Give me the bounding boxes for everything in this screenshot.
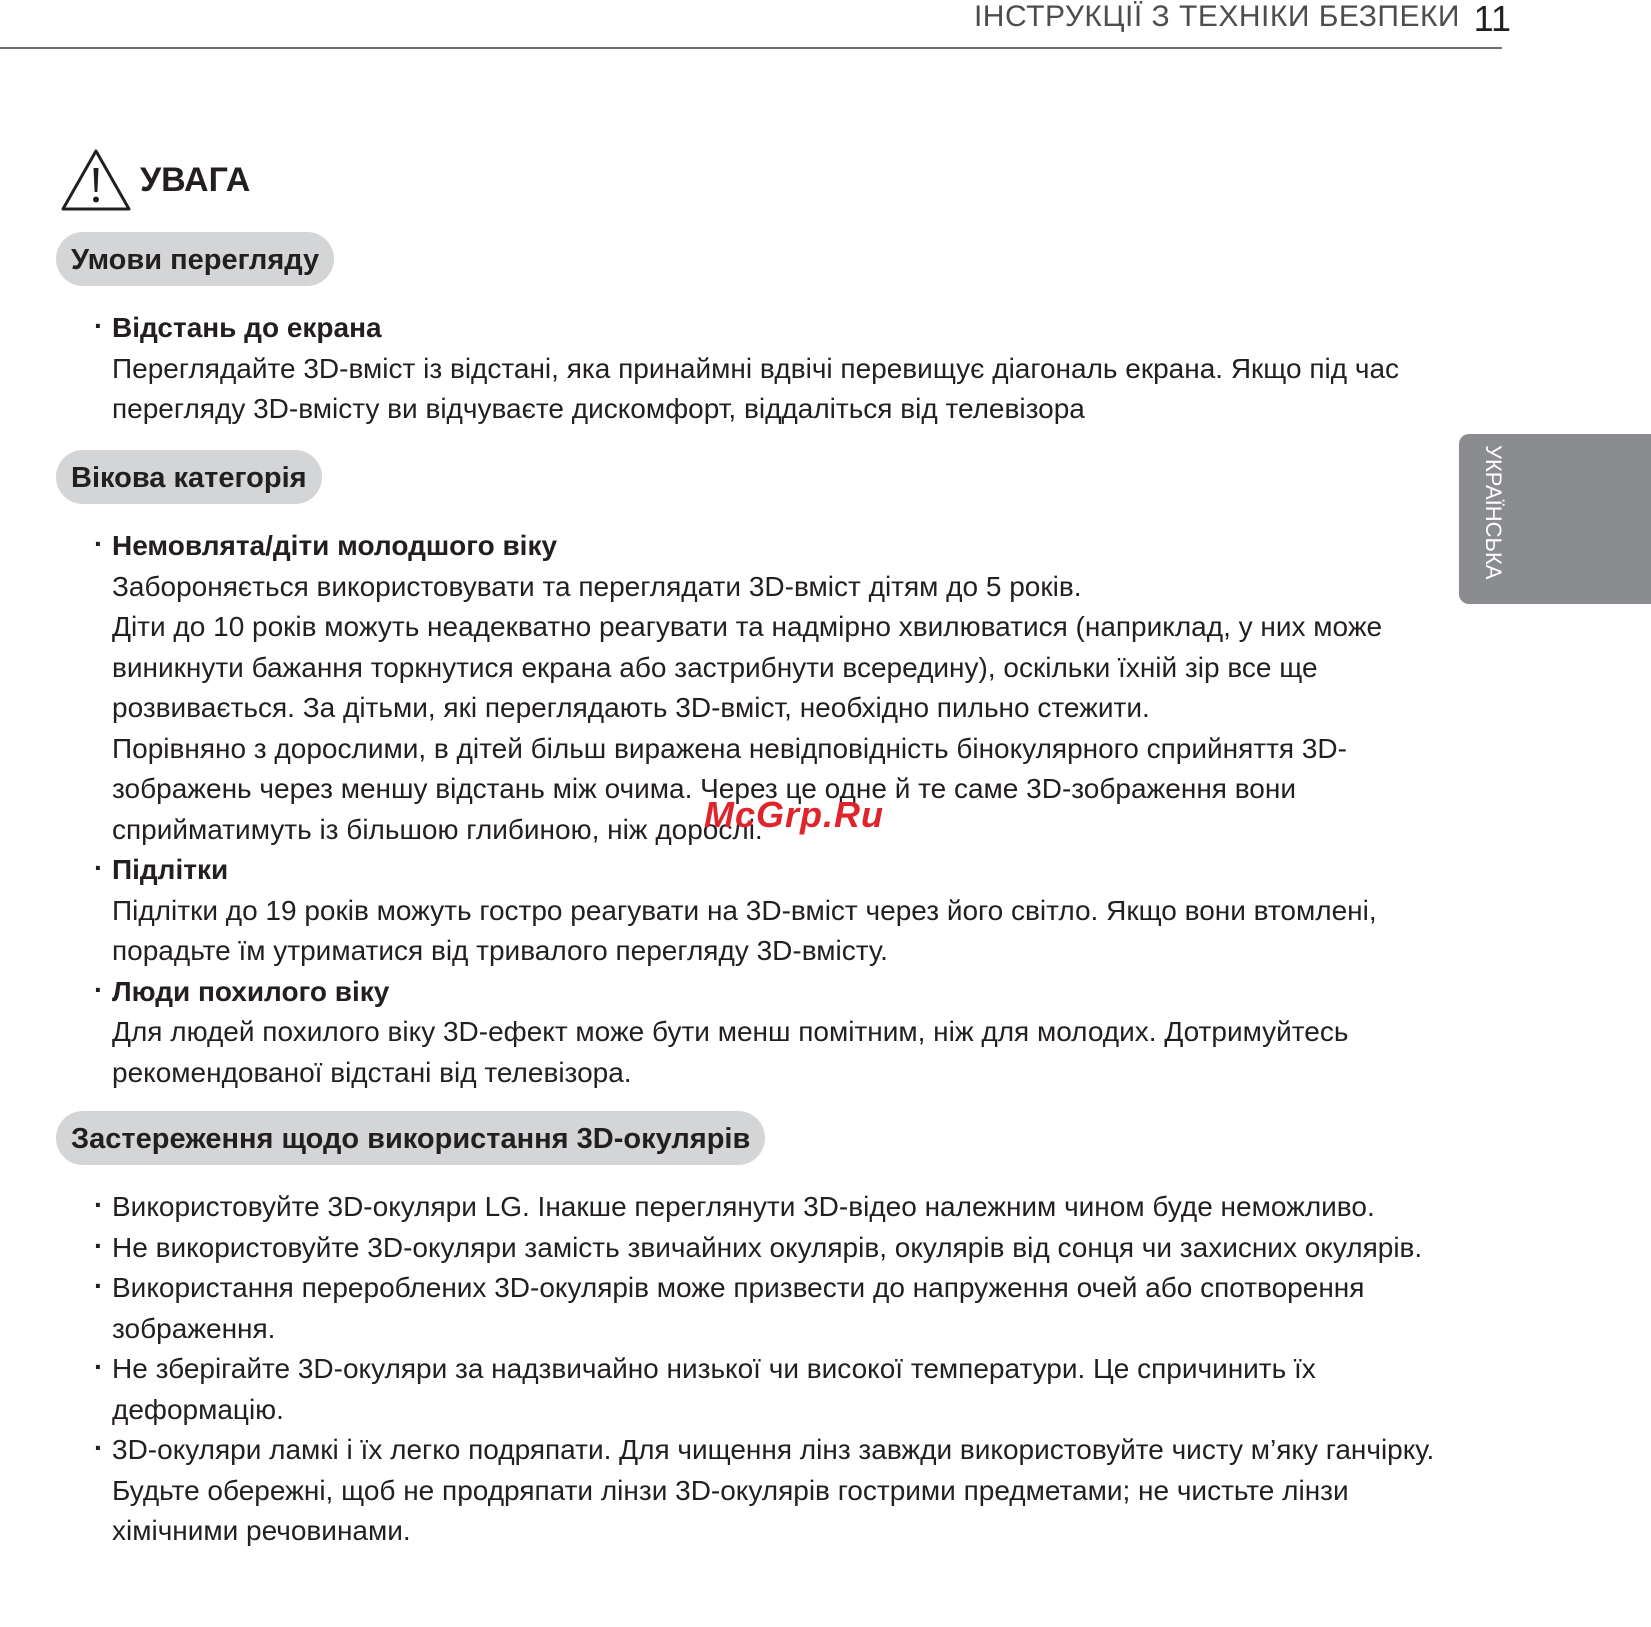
list-item — [94, 972, 1474, 1094]
item-title: · Люди похилого віку — [112, 975, 390, 1007]
item-text: · 3D-окуляри ламкі і їх легко подряпати. Для чищення лінз завжди використовуйте чисту м’яку ганчірку. Будьте обережні, щоб не продряпати лінзи 3D-окулярів гострими предметами; не чистьте лінзи хімічними речовинами. — [112, 1434, 1435, 1546]
item-title: · Відстань до екрана — [112, 312, 382, 343]
section-viewing — [94, 308, 1474, 430]
language-tab-label: УКРАЇНСЬКА — [1481, 445, 1506, 580]
item-text: Порівняно з дорослими, в дітей більш виражена невідповідність бінокулярного сприйняття 3D-зображень через меншу відстань між очима. Через це одне й те саме 3D-зображення вони сприйматимуть із більшою глибиною, ніж дорослі. — [112, 732, 1347, 845]
item-title: · Підлітки — [112, 854, 229, 885]
list-item — [94, 308, 1474, 430]
item-text: Для людей похилого віку 3D-ефект може бути менш помітним, ніж для молодих. Дотримуйтесь рекомендованої відстані від телевізора. — [112, 1016, 1349, 1088]
list-item — [94, 1430, 1474, 1552]
item-text: Забороняється використовувати та переглядати 3D-вміст дітям до 5 років. — [112, 570, 1082, 602]
item-text: · Не використовуйте 3D-окуляри замість звичайних окулярів, окулярів від сонця чи захисних окулярів. — [112, 1231, 1423, 1263]
section-glasses — [94, 1187, 1474, 1552]
item-text: Переглядайте 3D-вміст із відстані, яка принаймні вдвічі перевищує діагональ екрана. Якщо під час перегляду 3D-вмісту ви відчуваєте дискомфорт, віддаліться від телевізора — [112, 352, 1400, 424]
running-header: ІНСТРУКЦІЇ З ТЕХНІКИ БЕЗПЕКИ — [973, 0, 1460, 33]
header-divider — [0, 47, 1502, 49]
item-text: · Використання перероблених 3D-окулярів може призвести до напруження очей або спотворення зображення. — [112, 1272, 1365, 1344]
warning-triangle-icon — [60, 148, 132, 212]
list-item — [94, 1268, 1474, 1349]
item-text: · Не зберігайте 3D-окуляри за надзвичайно низької чи високої температури. Це спричинить їх деформацію. — [112, 1353, 1316, 1425]
list-item — [94, 1187, 1474, 1228]
item-text: Підлітки до 19 років можуть гостро реагувати на 3D-вміст через його світло. Якщо вони втомлені, порадьте їм утриматися від тривалого перегляду 3D-вмісту. — [112, 894, 1377, 966]
section-heading-viewing: Умови перегляду — [56, 232, 334, 286]
item-title: · Немовлята/діти молодшого віку — [112, 530, 558, 561]
item-text: Діти до 10 років можуть неадекватно реагувати та надмірно хвилюватися (наприклад, у них може виникнути бажання торкнутися екрана або застрибнути всередину), оскільки їхній зір все ще розвивається. За дітьми, які переглядають 3D-вміст, необхідно пильно стежити. — [112, 611, 1383, 723]
list-item — [94, 1228, 1474, 1269]
warning-heading — [60, 148, 250, 212]
list-item — [94, 1349, 1474, 1430]
watermark: McGrp.Ru — [704, 794, 885, 835]
list-item — [94, 850, 1474, 972]
warning-title: УВАГА — [140, 160, 251, 199]
section-heading-age: Вікова категорія — [56, 450, 322, 504]
section-heading-glasses: Застереження щодо використання 3D-окулярів — [56, 1111, 765, 1165]
page-number: 11 — [1473, 0, 1511, 39]
item-text: · Використовуйте 3D-окуляри LG. Інакше переглянути 3D-відео належним чином буде неможливо. — [112, 1191, 1375, 1222]
